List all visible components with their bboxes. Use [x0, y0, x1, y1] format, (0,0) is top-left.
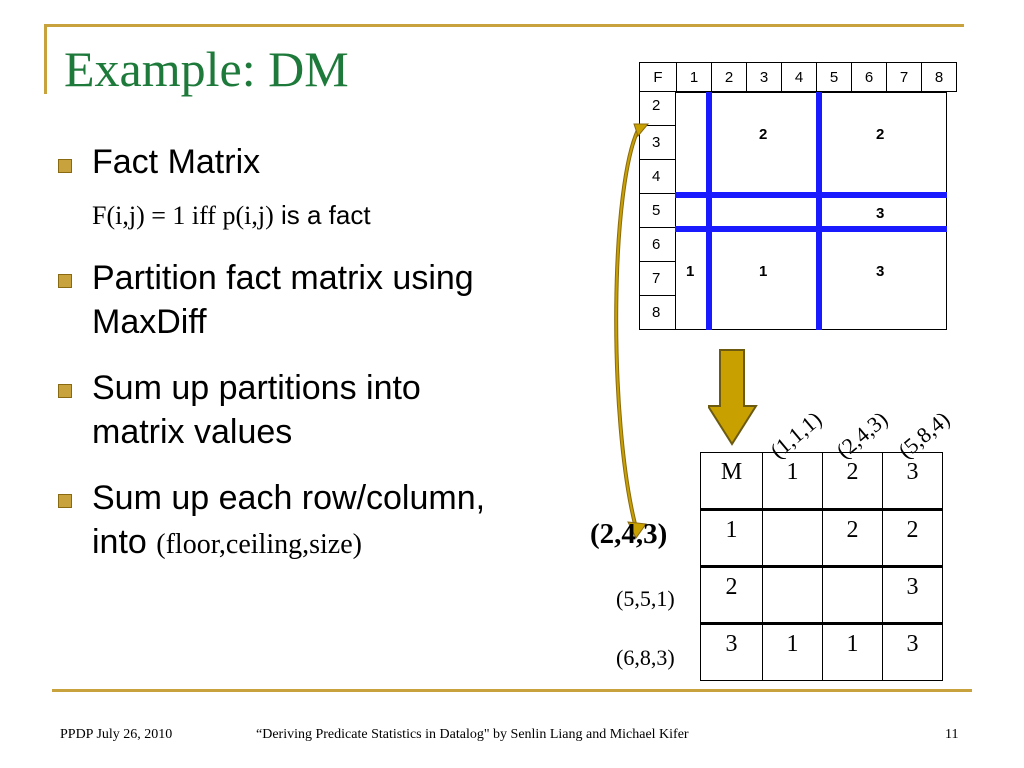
- fact-col-header: 6: [852, 63, 887, 92]
- fact-row-header: 8: [639, 296, 676, 330]
- title-accent-vertical: [44, 24, 47, 94]
- dm-cell: 3: [883, 624, 943, 681]
- dm-row-header: 3: [701, 624, 763, 681]
- dm-col-header: 3: [883, 453, 943, 510]
- bullet-partition: [92, 256, 474, 344]
- bullet-marker: [58, 384, 72, 398]
- bullet-sum-line2: matrix values: [92, 413, 293, 451]
- fact-col-header: 7: [887, 63, 922, 92]
- dm-row-label: (6,8,3): [616, 645, 675, 670]
- partition-value: 3: [876, 205, 885, 222]
- curved-arrow: [600, 120, 660, 540]
- dm-cell: 2: [823, 510, 883, 567]
- formula-text: F(i,j) = 1 iff p(i,j): [92, 201, 274, 230]
- dm-col-label: (2,4,3): [831, 406, 893, 464]
- fact-matrix-corner: F: [640, 63, 677, 92]
- partition-value: 2: [759, 126, 768, 143]
- partition-line-vertical: [816, 92, 822, 330]
- dm-cell: 1: [763, 624, 823, 681]
- partition-line-vertical: [706, 92, 712, 330]
- fact-col-header: 5: [817, 63, 852, 92]
- partition-value: 1: [759, 263, 768, 280]
- partition-value: 1: [686, 263, 695, 280]
- bullet-marker: [58, 274, 72, 288]
- fact-col-header: 4: [782, 63, 817, 92]
- footer-left: PPDP July 26, 2010: [60, 727, 173, 742]
- dm-col-header: 2: [823, 453, 883, 510]
- fact-row-header: 5: [639, 194, 676, 228]
- partition-value: 3: [876, 263, 885, 280]
- bullet-sum-rows: [92, 476, 485, 567]
- dm-row-header: 1: [701, 510, 763, 567]
- partition-value: 2: [876, 126, 885, 143]
- dm-corner: M: [701, 453, 763, 510]
- fact-row-header: 3: [639, 126, 676, 160]
- fact-matrix-body: [675, 92, 947, 330]
- dm-row-label: (2,4,3): [590, 518, 668, 550]
- footer-center: “Deriving Predicate Statistics in Datalog" by Senlin Liang and Michael Kifer: [256, 727, 689, 742]
- bullet-sum-rows-line2: [92, 520, 485, 567]
- fact-row-header: 7: [639, 262, 676, 296]
- bullet-sum-rows-into: into: [92, 523, 147, 561]
- bullet-marker: [58, 494, 72, 508]
- bullet-sum-rows-triple: (floor,ceiling,size): [156, 529, 362, 560]
- dm-col-label: (1,1,1): [765, 406, 827, 464]
- partition-line-horizontal: [675, 192, 947, 198]
- bullet-partition-line2: MaxDiff: [92, 303, 207, 341]
- dm-cell: [763, 510, 823, 567]
- sub-bullet-definition: [92, 200, 371, 231]
- partition-line-horizontal: [675, 226, 947, 232]
- fact-col-header: 8: [922, 63, 957, 92]
- fact-row-header: 2: [639, 92, 676, 126]
- title-accent-horizontal: [44, 24, 964, 27]
- fact-row-header: 6: [639, 228, 676, 262]
- dm-matrix: [700, 452, 943, 681]
- footer-page-number: 11: [945, 727, 959, 742]
- formula-tail: is a fact: [280, 200, 371, 230]
- footer-rule: [52, 689, 972, 692]
- fact-row-header: 4: [639, 160, 676, 194]
- bullet-fact-matrix: Fact Matrix: [92, 143, 261, 181]
- fact-col-header: 3: [747, 63, 782, 92]
- dm-col-header: 1: [763, 453, 823, 510]
- dm-cell: 2: [883, 510, 943, 567]
- dm-row-label: (5,5,1): [616, 586, 675, 611]
- bullet-sum-line1: Sum up partitions into: [92, 369, 421, 407]
- slide-title: Example: DM: [64, 41, 349, 97]
- bullet-sum-partitions: [92, 366, 421, 454]
- dm-row-header: 2: [701, 567, 763, 624]
- dm-cell: [823, 567, 883, 624]
- fact-col-header: 1: [677, 63, 712, 92]
- fact-matrix: [639, 62, 957, 321]
- dm-cell: 1: [823, 624, 883, 681]
- bullet-partition-line1: Partition fact matrix using: [92, 259, 474, 297]
- dm-col-label: (5,8,4): [893, 406, 955, 464]
- dm-cell: [763, 567, 823, 624]
- fact-col-header: 2: [712, 63, 747, 92]
- down-arrow-icon: [708, 348, 758, 448]
- dm-cell: 3: [883, 567, 943, 624]
- bullet-marker: [58, 159, 72, 173]
- bullet-sum-rows-line1: Sum up each row/column,: [92, 479, 486, 517]
